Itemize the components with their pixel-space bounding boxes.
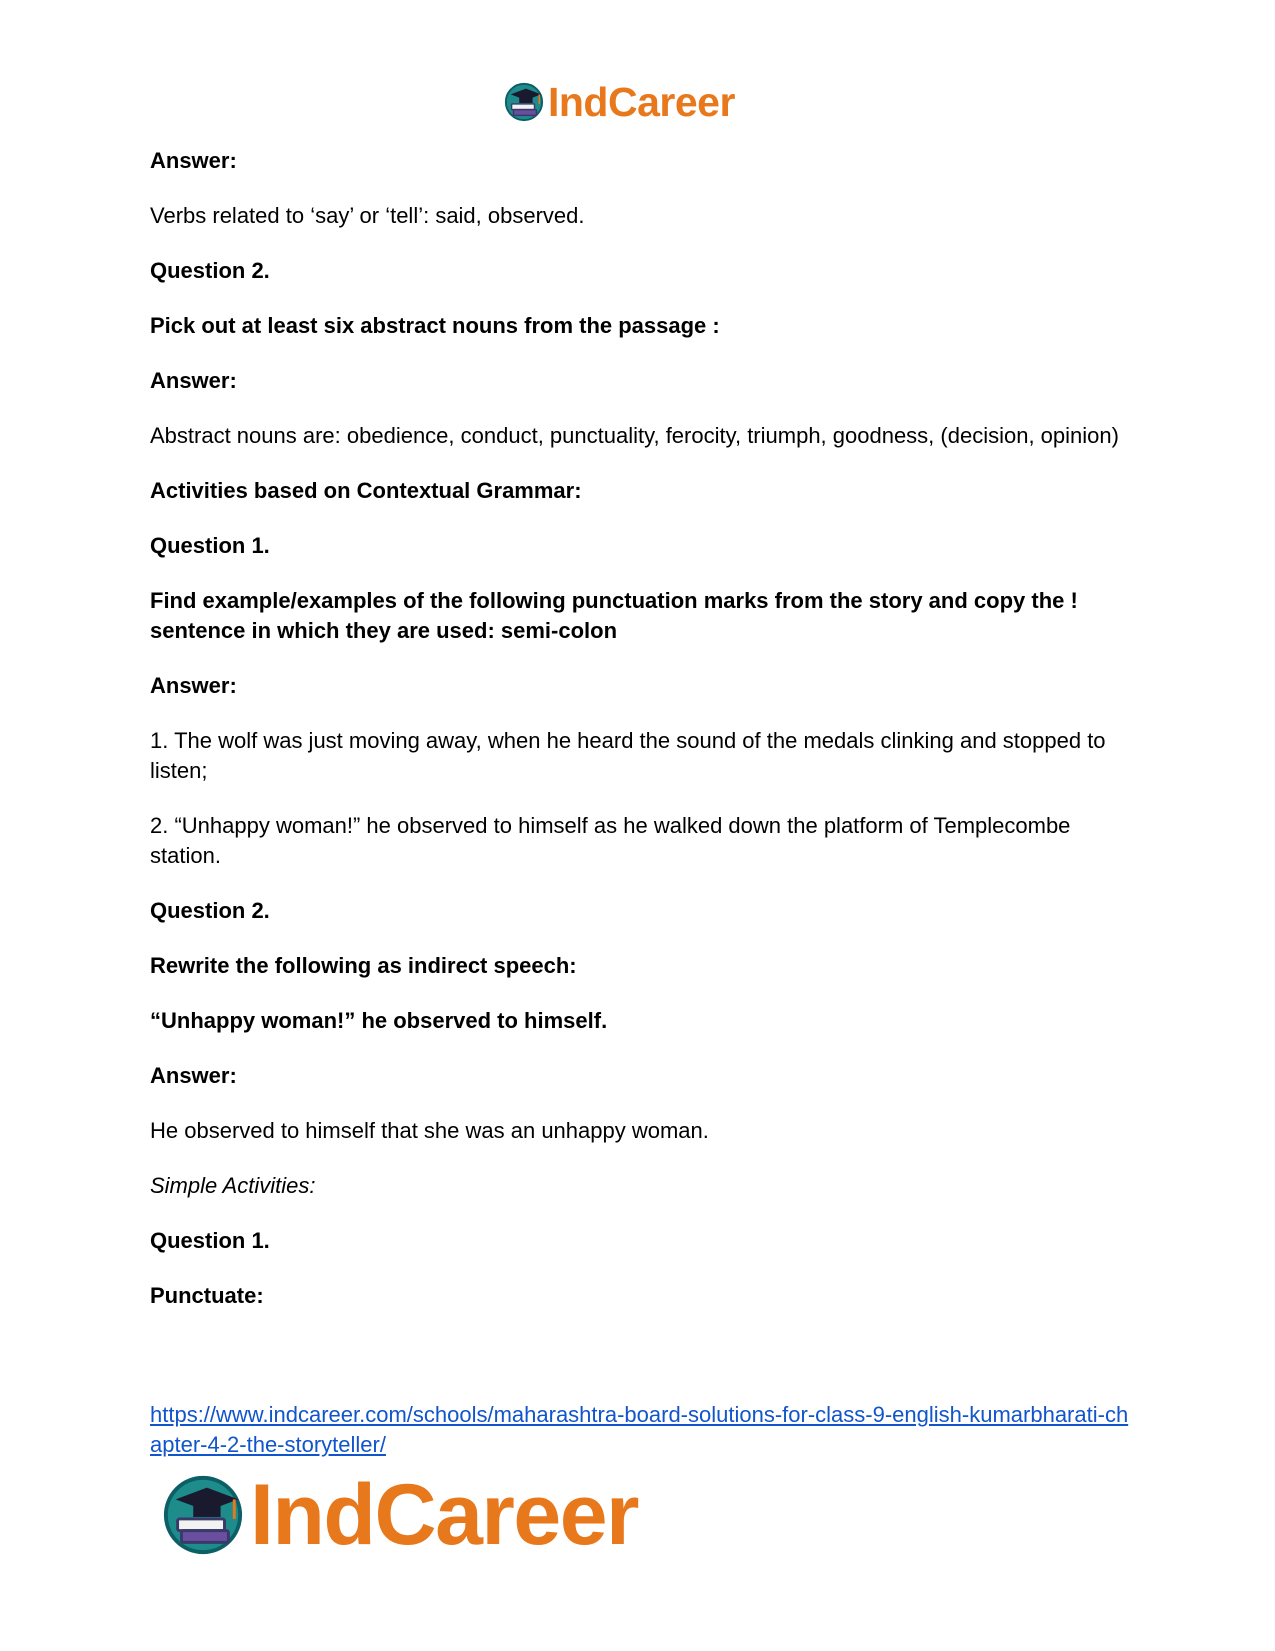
header-logo <box>503 78 735 126</box>
question-prompt: Rewrite the following as indirect speech: <box>150 953 577 978</box>
question-heading: Question 2. <box>150 898 270 923</box>
header-logo-text: IndCareer <box>548 78 735 125</box>
source-link-block <box>150 1400 1140 1460</box>
document-body <box>150 146 1140 1336</box>
graduation-cap-books-icon <box>503 81 545 123</box>
section-heading: Simple Activities: <box>150 1173 316 1198</box>
answer-text: Verbs related to ‘say’ or ‘tell’: said, observed. <box>150 203 585 228</box>
footer-logo <box>160 1467 638 1563</box>
question-prompt: Pick out at least six abstract nouns from the passage : <box>150 313 720 338</box>
question-heading: Question 2. <box>150 258 270 283</box>
question-heading: Question 1. <box>150 1228 270 1253</box>
footer-logo-text: IndCareer <box>250 1467 638 1563</box>
answer-label: Answer: <box>150 368 237 393</box>
source-link[interactable]: https://www.indcareer.com/schools/maharashtra-board-solutions-for-class-9-english-kumarbharati-chapter-4-2-the-storyteller/ <box>150 1402 1129 1457</box>
answer-text: 1. The wolf was just moving away, when he heard the sound of the medals clinking and stopped to listen; <box>150 728 1106 783</box>
question-prompt: “Unhappy woman!” he observed to himself. <box>150 1008 608 1033</box>
answer-text: He observed to himself that she was an unhappy woman. <box>150 1118 709 1143</box>
section-heading: Activities based on Contextual Grammar: <box>150 478 582 503</box>
question-heading: Question 1. <box>150 533 270 558</box>
answer-label: Answer: <box>150 1063 237 1088</box>
answer-text: Abstract nouns are: obedience, conduct, punctuality, ferocity, triumph, goodness, (decision, opinion) <box>150 423 1119 448</box>
answer-label: Answer: <box>150 673 237 698</box>
graduation-cap-books-icon <box>160 1472 246 1558</box>
question-prompt: Punctuate: <box>150 1283 264 1308</box>
answer-text: 2. “Unhappy woman!” he observed to himself as he walked down the platform of Templecombe station. <box>150 813 1071 868</box>
question-prompt: Find example/examples of the following punctuation marks from the story and copy the ! sentence in which they are used: semi-colon <box>150 588 1078 643</box>
answer-label: Answer: <box>150 148 237 173</box>
